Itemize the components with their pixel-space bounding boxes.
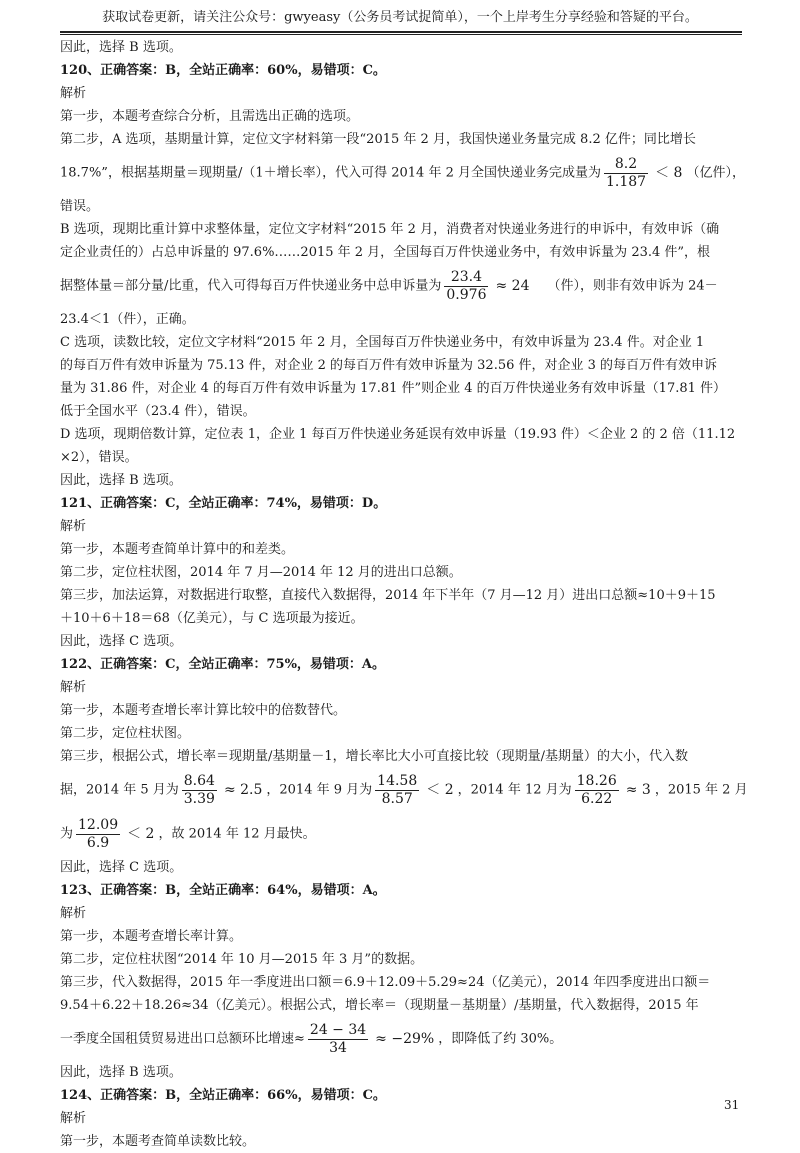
text-line: 9.54＋6.22＋18.26≈34（亿美元）。根据公式，增长率＝（现期量－基期量）/基期量，代入数据得，2015 年 xyxy=(60,998,699,1013)
text-line: D 选项，现期倍数计算，定位表 1，企业 1 每百万件快递业务延误有效申诉量（19.93 件）＜企业 2 的 2 倍（11.12 xyxy=(60,427,736,442)
formula-text: ，2015 年 2 月 xyxy=(654,782,748,798)
question-121-heading: 121、正确答案：C，全站正确率：74%，易错项：D。 xyxy=(60,496,387,511)
formula-text: （件），则非有效申诉为 24－ xyxy=(547,278,718,294)
text-line: ＋10＋6＋18＝68（亿美元），与 C 选项最为接近。 xyxy=(60,611,364,626)
numerator: 8.64 xyxy=(183,772,215,789)
text-line: 第一步，本题考查简单读数比较。 xyxy=(60,1134,256,1149)
analysis-label: 解析 xyxy=(60,86,87,101)
formula-text: 为 xyxy=(60,826,74,842)
relation: ≈ 24 xyxy=(495,278,530,294)
relation: ≈ 2.5 xyxy=(223,782,263,798)
formula-text: ，故 2014 年 12 月最快。 xyxy=(158,826,316,842)
denominator: 6.22 xyxy=(581,790,613,807)
relation: ≈ −29% xyxy=(375,1031,435,1047)
formula-text: 18.7%”，根据基期量＝现期量/（1＋增长率），代入可得 2014 年 2 月全国快递业务完成量为 xyxy=(60,165,601,181)
text-line: B 选项，现期比重计算中求整体量，定位文字材料“2015 年 2 月，消费者对快递业务进行的申诉中，有效申诉（确 xyxy=(60,222,720,237)
analysis-label: 解析 xyxy=(60,519,87,534)
text-line: 第一步，本题考查增长率计算。 xyxy=(60,929,243,944)
denominator: 3.39 xyxy=(183,790,215,807)
formula-line-e xyxy=(60,1017,742,1061)
numerator: 12.09 xyxy=(78,816,119,833)
text-line: 第一步，本题考查简单计算中的和差类。 xyxy=(60,542,295,557)
formula-text: （亿件）， xyxy=(686,165,745,181)
header-rule-thin xyxy=(60,34,742,35)
page-header: 获取试卷更新，请关注公众号：gwyeasy（公务员考试捉简单），一个上岸考生分享经验和答疑的平台。 xyxy=(102,10,698,25)
numerator: 14.58 xyxy=(377,772,418,789)
formula-text: 一季度全国租赁贸易进出口总额环比增速≈ xyxy=(60,1031,305,1047)
text-line: 23.4＜1（件），正确。 xyxy=(60,312,195,327)
denominator: 8.57 xyxy=(381,790,413,807)
text-line: 因此，选择 B 选项。 xyxy=(60,473,182,488)
formula-line-c xyxy=(60,768,748,812)
analysis-label: 解析 xyxy=(60,680,87,695)
text-line: ×2），错误。 xyxy=(60,450,138,465)
question-120-heading: 120、正确答案：B，全站正确率：60%，易错项：C。 xyxy=(60,63,386,78)
formula-line-a xyxy=(60,151,745,195)
text-line: 第二步，A 选项，基期量计算，定位文字材料第一段“2015 年 2 月，我国快递业务量完成 8.2 亿件；同比增长 xyxy=(60,132,696,147)
text-line: 因此，选择 C 选项。 xyxy=(60,860,183,875)
text-line: C 选项，读数比较，定位文字材料“2015 年 2 月，全国每百万件快递业务中，有效申诉量为 23.4 件。对企业 1 xyxy=(60,335,705,350)
numerator: 8.2 xyxy=(604,156,648,174)
page-number: 31 xyxy=(724,1098,740,1112)
text-line: 的每百万件有效申诉量为 75.13 件，对企业 2 的每百万件有效申诉量为 32.56 件，对企业 3 的每百万件有效申诉 xyxy=(60,358,718,373)
text-line: 定企业责任的）占总申诉量的 97.6%……2015 年 2 月，全国每百万件快递业务中，有效申诉量为 23.4 件”，根 xyxy=(60,245,711,260)
text-line: 因此，选择 B 选项。 xyxy=(60,1065,182,1080)
fraction xyxy=(604,156,648,191)
relation: ≈ 3 xyxy=(625,782,651,798)
relation: ＜ 2 xyxy=(426,782,454,798)
text-line: 量为 31.86 件，对企业 4 的每百万件有效申诉量为 17.81 件”则企业 4 的百万件快递业务有效申诉量（17.81 件） xyxy=(60,381,727,396)
text-line: 低于全国水平（23.4 件），错误。 xyxy=(60,404,256,419)
question-124-heading: 124、正确答案：B，全站正确率：66%，易错项：C。 xyxy=(60,1088,386,1103)
text-line: 第一步，本题考查增长率计算比较中的倍数替代。 xyxy=(60,703,347,718)
formula-text: ，即降低了约 30%。 xyxy=(438,1031,563,1047)
formula-text: ，2014 年 12 月为 xyxy=(457,782,572,798)
answer-explanations xyxy=(60,36,748,1153)
numerator: 24 − 34 xyxy=(309,1021,367,1038)
formula-line-b xyxy=(60,264,742,308)
text-line: 第三步，根据公式，增长率＝现期量/基期量－1，增长率比大小可直接比较（现期量/基期量）的大小，代入数 xyxy=(60,749,689,764)
text-line: 第二步，定位柱状图，2014 年 7 月—2014 年 12 月的进出口总额。 xyxy=(60,565,462,580)
fraction xyxy=(444,269,488,304)
text-line: 第二步，定位柱状图。 xyxy=(60,726,191,741)
denominator: 34 xyxy=(329,1039,347,1056)
header-rule xyxy=(60,31,742,33)
fraction xyxy=(76,817,120,852)
question-122-heading: 122、正确答案：C，全站正确率：75%，易错项：A。 xyxy=(60,657,386,672)
text-line: 第三步，代入数据得，2015 年一季度进出口额＝6.9＋12.09＋5.29≈24（亿美元），2014 年四季度进出口额＝ xyxy=(60,975,711,990)
analysis-label: 解析 xyxy=(60,1111,87,1126)
formula-text: 据整体量＝部分量/比重，代入可得每百万件快递业务中总申诉量为 xyxy=(60,278,442,294)
analysis-label: 解析 xyxy=(60,906,87,921)
fraction xyxy=(375,773,419,808)
formula-text: 据，2014 年 5 月为 xyxy=(60,782,179,798)
text-line: 第三步，加法运算，对数据进行取整，直接代入数据得，2014 年下半年（7 月—12 月）进出口总额≈10＋9＋15 xyxy=(60,588,716,603)
fraction xyxy=(575,773,619,808)
relation: ＜ 2 xyxy=(127,826,155,842)
denominator: 6.9 xyxy=(86,834,110,851)
formula-line-d xyxy=(60,812,742,856)
text-line: 因此，选择 C 选项。 xyxy=(60,634,183,649)
text-line: 错误。 xyxy=(60,199,100,214)
relation: ＜ 8 xyxy=(655,165,683,181)
formula-text: ，2014 年 9 月为 xyxy=(266,782,373,798)
text-line: 第二步，定位柱状图“2014 年 10 月—2015 年 3 月”的数据。 xyxy=(60,952,424,967)
text-line: 因此，选择 B 选项。 xyxy=(60,40,182,55)
fraction xyxy=(308,1022,368,1057)
fraction xyxy=(182,773,217,808)
question-123-heading: 123、正确答案：B，全站正确率：64%，易错项：A。 xyxy=(60,883,386,898)
text-line: 第一步，本题考查综合分析，且需选出正确的选项。 xyxy=(60,109,360,124)
denominator: 1.187 xyxy=(605,173,647,190)
denominator: 0.976 xyxy=(446,286,487,303)
numerator: 23.4 xyxy=(444,269,488,287)
numerator: 18.26 xyxy=(576,772,617,789)
